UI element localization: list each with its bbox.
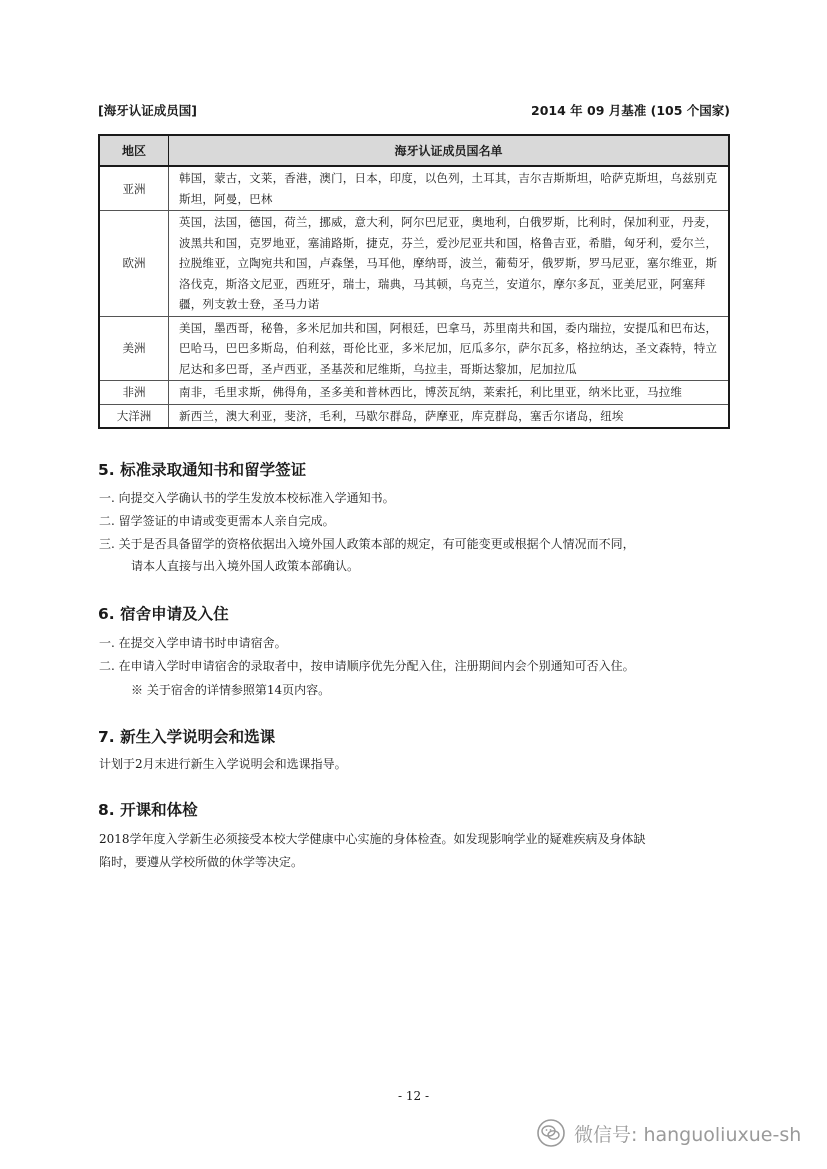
watermark-text: 微信号: hanguoliuxue-sh <box>574 1123 802 1146</box>
section-5-item-3: 三. 关于是否具备留学的资格依据出入境外国人政策本部的规定，有可能变更或根据个人情况而不同， <box>99 537 635 551</box>
countries-cell: 韩国，蒙古，文莱，香港，澳门，日本，印度，以色列，土耳其，吉尔吉斯斯坦，哈萨克斯坦，乌兹别克斯坦，阿曼，巴林 <box>169 166 730 211</box>
section-5-item-2: 二. 留学签证的申请或变更需本人亲自完成。 <box>99 514 335 528</box>
watermark <box>536 1117 801 1149</box>
region-cell: 非洲 <box>99 381 169 405</box>
section-6-note: ※ 关于宿舍的详情参照第14页内容。 <box>131 683 331 697</box>
page-header <box>98 101 730 121</box>
wechat-icon <box>536 1118 566 1148</box>
section-7-text: 计划于2月末进行新生入学说明会和选课指导。 <box>99 757 347 771</box>
table-row <box>99 211 729 317</box>
page-number: - 12 - <box>397 1089 429 1103</box>
table-row <box>99 381 729 405</box>
countries-cell: 美国，墨西哥，秘鲁，多米尼加共和国，阿根廷，巴拿马，苏里南共和国，委内瑞拉，安提瓜和巴布达，巴哈马，巴巴多斯岛，伯利兹，哥伦比亚，多米尼加，厄瓜多尔，萨尔瓦多，格拉纳达，圣文森特，特立尼达和多巴哥，圣卢西亚，圣基茨和尼维斯，乌拉圭，哥斯达黎加，尼加拉瓜 <box>169 316 730 381</box>
section-5-item-3-continued: 请本人直接与出入境外国人政策本部确认。 <box>131 559 360 573</box>
table-row <box>99 404 729 428</box>
table-row <box>99 316 729 381</box>
section-6-item-2: 二. 在申请入学时申请宿舍的录取者中，按申请顺序优先分配入住，注册期间内会个别通知可否入住。 <box>99 659 635 673</box>
region-cell: 大洋洲 <box>99 404 169 428</box>
section-6-title: 6. 宿舍申请及入住 <box>98 605 229 623</box>
column-header-members: 海牙认证成员国名单 <box>169 135 730 166</box>
section-6-item-1: 一. 在提交入学申请书时申请宿舍。 <box>99 636 287 650</box>
countries-cell: 新西兰，澳大利亚，斐济，毛利，马歇尔群岛，萨摩亚，库克群岛，塞舌尔诸岛，纽埃 <box>169 404 730 428</box>
table-header-row <box>99 135 729 166</box>
column-header-region: 地区 <box>99 135 169 166</box>
region-cell: 欧洲 <box>99 211 169 317</box>
table-row <box>99 166 729 211</box>
section-7-title: 7. 新生入学说明会和选课 <box>98 728 276 746</box>
section-8-line-1: 2018学年度入学新生必须接受本校大学健康中心实施的身体检查。如发现影响学业的疑难疾病及身体缺 <box>99 832 646 846</box>
region-cell: 美洲 <box>99 316 169 381</box>
section-8-line-2: 陷时，要遵从学校所做的休学等决定。 <box>99 855 304 869</box>
region-cell: 亚洲 <box>99 166 169 211</box>
header-right: 2014 年 09 月基准 (105 个国家) <box>531 103 730 118</box>
section-8-title: 8. 开课和体检 <box>98 801 198 819</box>
countries-cell: 南非，毛里求斯，佛得角，圣多美和普林西比，博茨瓦纳，莱索托，利比里亚，纳米比亚，马拉维 <box>169 381 730 405</box>
section-5-item-1: 一. 向提交入学确认书的学生发放本校标准入学通知书。 <box>99 491 395 505</box>
header-left: [海牙认证成员国] <box>98 103 197 118</box>
countries-cell: 英国，法国，德国，荷兰，挪威，意大利，阿尔巴尼亚，奥地利，白俄罗斯，比利时，保加利亚，丹麦，波黑共和国，克罗地亚，塞浦路斯，捷克，芬兰，爱沙尼亚共和国，格鲁吉亚，希腊，匈牙利，爱尔兰，拉脱维亚，立陶宛共和国，卢森堡，马耳他，摩纳哥，波兰，葡萄牙，俄罗斯，罗马尼亚，塞尔维亚，斯洛伐克，斯洛文尼亚，西班牙，瑞士，瑞典，马其顿，乌克兰，安道尔，摩尔多瓦，亚美尼亚，阿塞拜疆，列支敦士登，圣马力诺 <box>169 211 730 317</box>
section-5-title: 5. 标准录取通知书和留学签证 <box>98 461 307 479</box>
hague-member-table <box>98 134 730 429</box>
